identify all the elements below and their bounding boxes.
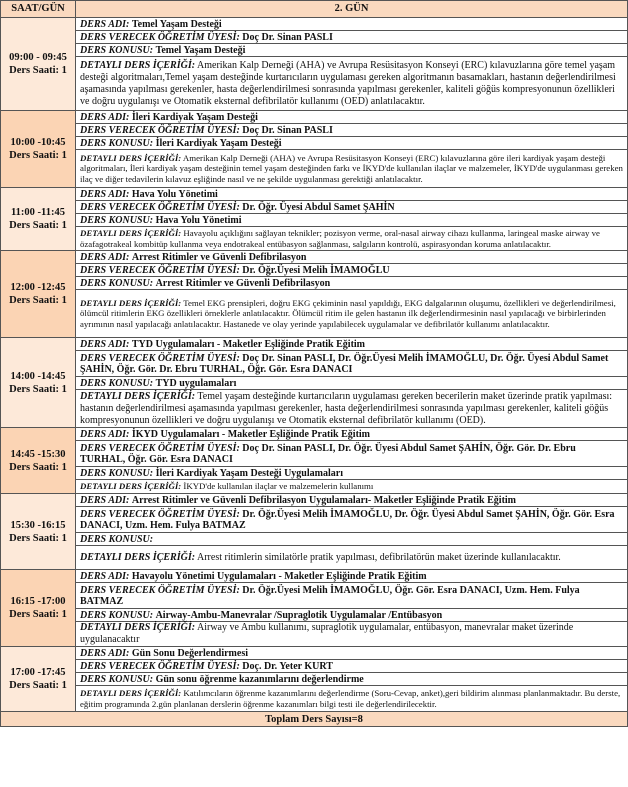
session-name-cell: [76, 338, 628, 351]
session-hours: Ders Saati: 1: [9, 532, 67, 544]
session-row: [1, 264, 628, 277]
session-teacher-value: Doç. Dr. Yeter KURT: [242, 660, 333, 672]
session-row: [1, 137, 628, 150]
session-hours: Ders Saati: 1: [9, 150, 67, 161]
session-name-value: Temel Yaşam Desteği: [131, 18, 222, 30]
session-row: [1, 351, 628, 377]
session-teacher-cell: [76, 31, 628, 44]
session-teacher-value: Doç Dr. Sinan PASLI, Dr. Öğr. Üyesi Abdul Samet ŞAHİN, Öğr. Gör. Dr. Ebru TURHAL, Öğr. Gör. Esra DANACI: [80, 442, 576, 465]
session-teacher-label: DERS VERECEK ÖĞRETİM ÜYESİ:: [80, 31, 240, 43]
session-row: [1, 201, 628, 214]
session-topic-cell: [76, 467, 628, 480]
session-row: [1, 609, 628, 622]
session-name-cell: [76, 570, 628, 583]
session-row: [1, 227, 628, 251]
sessions-body: [1, 18, 628, 712]
session-hours: Ders Saati: 1: [9, 680, 67, 691]
day-column-header: 2. GÜN: [76, 1, 628, 18]
header-row: [1, 1, 628, 18]
session-detail-label: DETAYLI DERS İÇERİĞİ:: [80, 228, 182, 238]
session-topic-cell: [76, 137, 628, 150]
session-detail-cell: [76, 57, 628, 111]
session-name-cell: [76, 111, 628, 124]
session-teacher-label: DERS VERECEK ÖĞRETİM ÜYESİ:: [80, 660, 240, 672]
session-detail-cell: [76, 622, 628, 647]
session-row: [1, 57, 628, 111]
session-row: [1, 338, 628, 351]
session-row: [1, 290, 628, 338]
session-row: [1, 390, 628, 428]
session-teacher-cell: [76, 351, 628, 377]
session-teacher-value: Dr. Öğr.Üyesi Melih İMAMOĞLU, Dr. Öğr. Üyesi Abdul Samet ŞAHİN, Öğr. Gör. Esra DANACI, Uzm. Hem. Fulya BATMAZ: [80, 508, 615, 531]
time-slot-cell: [1, 251, 76, 338]
session-detail-cell: [76, 290, 628, 338]
session-topic-label: DERS KONUSU:: [80, 673, 154, 685]
session-row: [1, 494, 628, 507]
session-teacher-cell: [76, 441, 628, 467]
session-name-value: Havayolu Yönetimi Uygulamaları - Maketler Eşliğinde Pratik Eğitim: [131, 570, 427, 582]
session-time: 14:45 -15:30: [10, 448, 66, 460]
session-name-label: DERS ADI:: [80, 251, 130, 263]
session-detail-cell: [76, 546, 628, 570]
session-name-cell: [76, 647, 628, 660]
session-topic-value: İleri Kardiyak Yaşam Desteği: [155, 137, 282, 149]
session-name-cell: [76, 428, 628, 441]
session-row: [1, 622, 628, 647]
session-topic-value: Hava Yolu Yönetimi: [155, 214, 242, 226]
session-topic-label: DERS KONUSU:: [80, 533, 154, 545]
session-teacher-cell: [76, 583, 628, 609]
session-time: 17:00 -17:45: [10, 667, 66, 678]
session-row: [1, 277, 628, 290]
session-teacher-value: Dr. Öğr. Üyesi Abdul Samet ŞAHİN: [242, 201, 395, 213]
session-row: [1, 188, 628, 201]
session-topic-label: DERS KONUSU:: [80, 137, 154, 149]
session-detail-value: Katılımcıların öğrenme kazanımlarını değerlendirme (Soru-Cevap, anket),geri bildirim alınması planlanmaktadır. Bu derste, eğitim programında 2.gün planlanan derslerin öğrenme kazanımları bilgi testi ile değerlendirilecektir.: [80, 688, 621, 709]
session-teacher-value: Doç Dr. Sinan PASLI: [242, 31, 333, 43]
session-name-label: DERS ADI:: [80, 494, 130, 506]
session-name-label: DERS ADI:: [80, 111, 130, 123]
session-teacher-cell: [76, 507, 628, 533]
session-row: [1, 124, 628, 137]
session-row: [1, 660, 628, 673]
session-teacher-cell: [76, 660, 628, 673]
session-row: [1, 150, 628, 188]
session-teacher-label: DERS VERECEK ÖĞRETİM ÜYESİ:: [80, 584, 240, 596]
session-detail-label: DETAYLI DERS İÇERİĞİ:: [80, 688, 182, 698]
session-name-label: DERS ADI:: [80, 18, 130, 30]
session-row: [1, 570, 628, 583]
session-row: [1, 533, 628, 546]
session-row: [1, 377, 628, 390]
session-row: [1, 507, 628, 533]
session-topic-cell: [76, 277, 628, 290]
session-row: [1, 467, 628, 480]
session-topic-label: DERS KONUSU:: [80, 44, 154, 56]
session-topic-value: Arrest Ritimler ve Güvenli Defibrilasyon: [155, 277, 331, 289]
session-topic-label: DERS KONUSU:: [80, 609, 154, 621]
session-name-cell: [76, 494, 628, 507]
session-topic-value: Temel Yaşam Desteği: [155, 44, 246, 56]
session-topic-label: DERS KONUSU:: [80, 277, 154, 289]
session-hours: Ders Saati: 1: [9, 609, 67, 620]
session-topic-cell: [76, 44, 628, 57]
session-row: [1, 214, 628, 227]
session-teacher-label: DERS VERECEK ÖĞRETİM ÜYESİ:: [80, 508, 240, 520]
session-name-label: DERS ADI:: [80, 647, 130, 659]
session-time: 10:00 -10:45: [10, 137, 66, 148]
session-teacher-value: Doç Dr. Sinan PASLI: [242, 124, 333, 136]
time-slot-cell: [1, 18, 76, 111]
session-time: 15:30 -16:15: [10, 519, 66, 531]
session-name-value: Hava Yolu Yönetimi: [131, 188, 218, 200]
session-teacher-label: DERS VERECEK ÖĞRETİM ÜYESİ:: [80, 124, 240, 136]
session-topic-cell: [76, 214, 628, 227]
time-column-header: SAAT/GÜN: [1, 1, 76, 18]
time-slot-cell: [1, 494, 76, 570]
session-row: [1, 583, 628, 609]
session-name-label: DERS ADI:: [80, 188, 130, 200]
session-topic-label: DERS KONUSU:: [80, 467, 154, 479]
session-topic-value: Gün sonu öğrenme kazanımlarını değerlendirme: [155, 673, 364, 685]
session-detail-label: DETAYLI DERS İÇERİĞİ:: [80, 152, 182, 163]
session-time: 12:00 -12:45: [10, 282, 66, 293]
session-name-label: DERS ADI:: [80, 570, 130, 582]
session-detail-value: Amerikan Kalp Derneği (AHA) ve Avrupa Resüsitasyon Konseyi (ERC) kılavuzlarına göre ileri kardiyak yaşam desteği algoritmaları, İleri kardiyak yaşam desteğinin temel yaşam desteğinden farkı ve İKYD'de kullanılan ilaçlar ve malzemeler, İKYD'de uygulanması gereken ilaç ve diğer tedavilerin kılavuz eşliğinde nasıl ve ne şekilde uygulanması gerektiği anlatılacaktır.: [80, 152, 623, 184]
session-row: [1, 441, 628, 467]
session-detail-cell: [76, 227, 628, 251]
session-row: [1, 546, 628, 570]
session-row: [1, 18, 628, 31]
session-teacher-value: Dr. Öğr.Üyesi Melih İMAMOĞLU, Öğr. Gör. Esra DANACI, Uzm. Hem. Fulya BATMAZ: [80, 584, 580, 607]
session-name-label: DERS ADI:: [80, 428, 130, 440]
session-row: [1, 111, 628, 124]
session-time: 16:15 -17:00: [10, 596, 66, 607]
total-lessons: Toplam Ders Sayısı=8: [1, 712, 628, 727]
session-detail-label: DETAYLI DERS İÇERİĞİ:: [80, 551, 196, 563]
session-teacher-cell: [76, 201, 628, 214]
session-hours: Ders Saati: 1: [9, 383, 67, 395]
time-slot-cell: [1, 647, 76, 712]
session-detail-label: DETAYLI DERS İÇERİĞİ:: [80, 481, 182, 492]
session-name-value: İKYD Uygulamaları - Maketler Eşliğinde Pratik Eğitim: [131, 428, 371, 440]
footer-row: [1, 712, 628, 727]
session-row: [1, 673, 628, 686]
session-detail-label: DETAYLI DERS İÇERİĞİ:: [80, 59, 196, 71]
session-teacher-value: Doç Dr. Sinan PASLI, Dr. Öğr.Üyesi Melih İMAMOĞLU, Dr. Öğr. Üyesi Abdul Samet ŞAHİN, Öğr. Gör. Dr. Ebru TURHAL, Öğr. Gör. Esra DANACI: [80, 352, 609, 375]
session-time: 14:00 -14:45: [10, 370, 66, 382]
session-row: [1, 480, 628, 494]
session-detail-value: Amerikan Kalp Derneği (AHA) ve Avrupa Resüsitasyon Konseyi (ERC) kılavuzlarına göre temel yaşam desteği algoritmaları,Temel yaşam desteğinde kurtarıcıların uygulaması gereken algoritmanın basamakları, hastanın değerlendirilmesi aşamasında yapılması gerekenler, hasta değerlendirilmesi sonrasında yapılması gerekenler, kaliteli göğüs kompresyonunun özellikleri ve doğru uygulanışı ve Otomatik eksternal defibrilatör kullanımı (OED) anlatılacaktır.: [80, 59, 616, 107]
session-name-cell: [76, 18, 628, 31]
session-hours: Ders Saati: 1: [9, 220, 67, 231]
session-detail-label: DETAYLI DERS İÇERİĞİ:: [80, 622, 196, 633]
session-name-cell: [76, 251, 628, 264]
session-topic-cell: [76, 673, 628, 686]
session-row: [1, 686, 628, 712]
session-detail-cell: [76, 390, 628, 428]
session-teacher-label: DERS VERECEK ÖĞRETİM ÜYESİ:: [80, 264, 240, 276]
session-name-value: TYD Uygulamaları - Maketler Eşliğinde Pratik Eğitim: [131, 338, 366, 350]
time-slot-cell: [1, 111, 76, 188]
session-name-value: Arrest Ritimler ve Güvenli Defibrilasyon Uygulamaları- Maketler Eşliğinde Pratik Eğitim: [131, 494, 517, 506]
time-slot-cell: [1, 428, 76, 494]
session-topic-cell: [76, 377, 628, 390]
session-topic-value: İleri Kardiyak Yaşam Desteği Uygulamaları: [155, 467, 343, 479]
session-hours: Ders Saati: 1: [9, 65, 67, 76]
session-row: [1, 44, 628, 57]
session-topic-cell: [76, 609, 628, 622]
session-detail-value: Temel EKG prensipleri, doğru EKG çekiminin nasıl yapıldığı, EKG dalgalarının oluşumu, özellikleri ve değerlendirilmesi, ölümcül ritimlerin EKG özellikleri örneklerle anlatılacaktır. Ölümcül ritim ile gelen hastanın ilk değerlendirmesinin nasıl yapılacağı ve birbirlerinden ayrımının nasıl yapılacağı anlatılacaktır. Hastanede ve olay yerinde yapılabilecek uygulamalar ve defibrilatör kullanımı anlatılacaktır.: [80, 297, 616, 329]
time-slot-cell: [1, 188, 76, 251]
session-name-value: Arrest Ritimler ve Güvenli Defibrilasyon: [131, 251, 307, 263]
session-topic-cell: [76, 533, 628, 546]
session-detail-label: DETAYLI DERS İÇERİĞİ:: [80, 297, 182, 308]
session-topic-value: Airway-Ambu-Manevralar /Supraglotik Uygulamalar /Entübasyon: [155, 609, 443, 621]
session-teacher-label: DERS VERECEK ÖĞRETİM ÜYESİ:: [80, 352, 240, 364]
session-name-value: İleri Kardiyak Yaşam Desteği: [131, 111, 258, 123]
session-detail-value: Temel yaşam desteğinde kurtarıcıların uygulaması gereken becerilerin maket üzerinde pratik yapılması: hastanın değerlendirilmesi aşamasında yapılması gerekenler, hasta değerlendirilmesi sonrasında yapılması gerekenler, kaliteli göğüs kompresyonunun özellikleri ve doğru uygulanışı ve Otomatik eksternal defibrilatör kullanımı (OED).: [80, 390, 613, 426]
session-hours: Ders Saati: 1: [9, 295, 67, 306]
session-row: [1, 647, 628, 660]
time-slot-cell: [1, 338, 76, 428]
session-teacher-label: DERS VERECEK ÖĞRETİM ÜYESİ:: [80, 442, 240, 454]
session-topic-value: TYD uygulamaları: [155, 377, 237, 389]
session-time: 09:00 - 09:45: [9, 52, 67, 63]
session-row: [1, 428, 628, 441]
session-detail-label: DETAYLI DERS İÇERİĞİ:: [80, 390, 196, 402]
session-detail-cell: [76, 150, 628, 188]
session-time: 11:00 -11:45: [11, 207, 65, 218]
session-name-label: DERS ADI:: [80, 338, 130, 350]
session-detail-value: Havayolu açıklığını sağlayan teknikler; pozisyon verme, oral-nasal airway cihazı kullanma, laringeal maske airway ve özafagotrakeal kombitüp kullanma veya endotrakeal entübasyon sağlanması, salgıların kontrolü, aspirasyondan koruma anlatılacaktır.: [80, 228, 600, 249]
session-name-cell: [76, 188, 628, 201]
session-row: [1, 31, 628, 44]
session-detail-value: Airway ve Ambu kullanımı, supraglotik uygulamalar, entübasyon, manevralar maket üzerinde uygulanacaktır: [80, 622, 574, 645]
session-teacher-value: Dr. Öğr.Üyesi Melih İMAMOĞLU: [242, 264, 390, 276]
time-slot-cell: [1, 570, 76, 647]
session-teacher-cell: [76, 264, 628, 277]
session-detail-cell: [76, 480, 628, 494]
session-name-value: Gün Sonu Değerlendirmesi: [131, 647, 248, 659]
session-detail-value: Arrest ritimlerin similatörle pratik yapılması, defibrilatörün maket üzerinde kullanılacaktır.: [197, 551, 561, 563]
session-detail-value: İKYD'de kullanılan ilaçlar ve malzemelerin kullanımı: [183, 481, 374, 492]
session-teacher-label: DERS VERECEK ÖĞRETİM ÜYESİ:: [80, 201, 240, 213]
session-hours: Ders Saati: 1: [9, 461, 67, 473]
session-topic-label: DERS KONUSU:: [80, 377, 154, 389]
session-teacher-cell: [76, 124, 628, 137]
session-row: [1, 251, 628, 264]
session-topic-label: DERS KONUSU:: [80, 214, 154, 226]
session-detail-cell: [76, 686, 628, 712]
